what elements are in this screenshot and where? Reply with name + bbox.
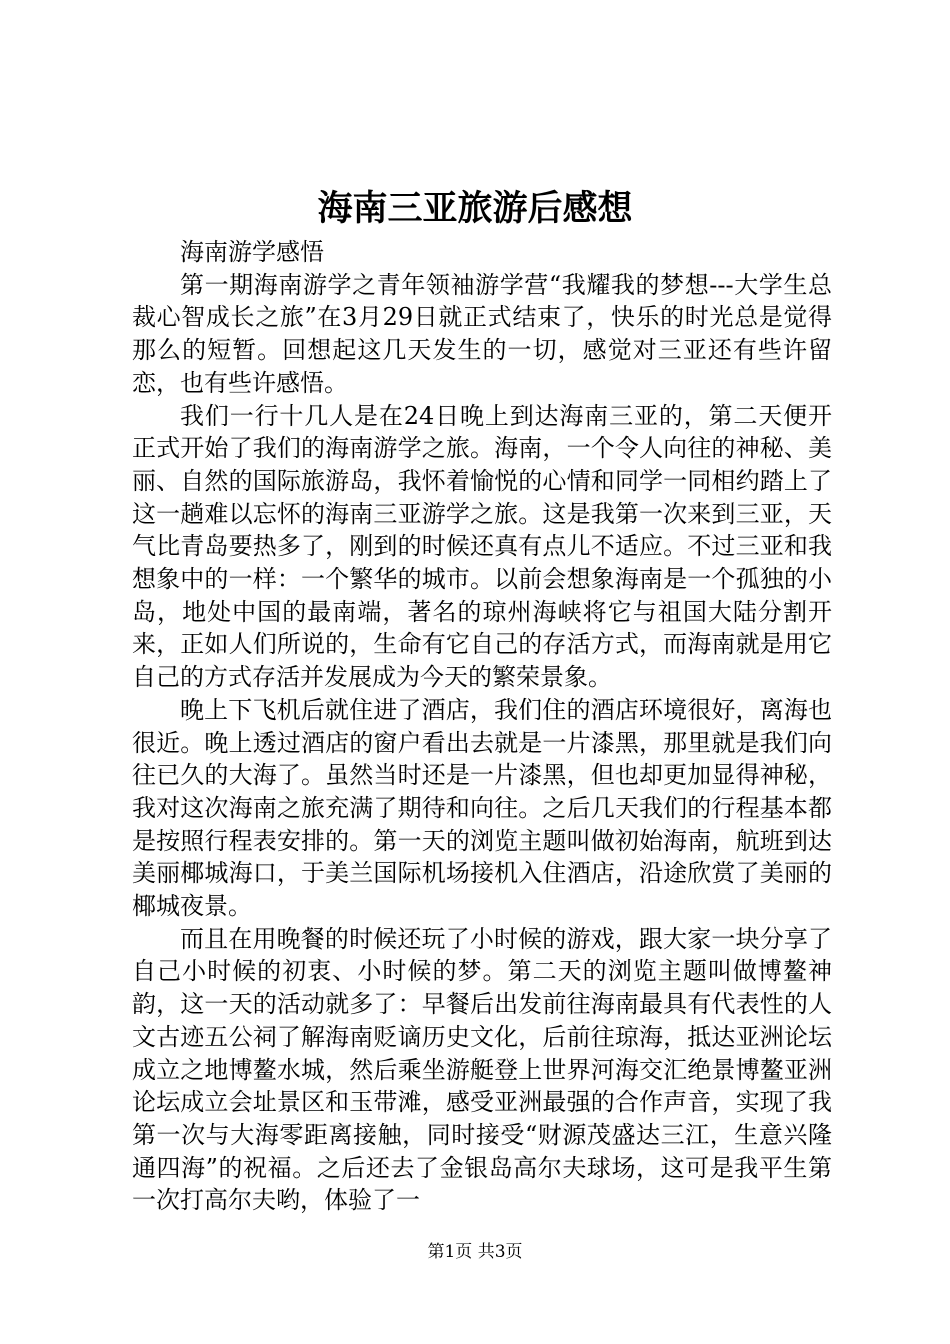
paragraph: 我们一行十几人是在24日晚上到达海南三亚的，第二天便开正式开始了我们的海南游学之旅。海南，一个令人向往的神秘、美丽、自然的国际旅游岛，我怀着愉悦的心情和同学一同相约踏上了这一趟难以忘怀的海南三亚游学之旅。这是我第一次来到三亚，天气比青岛要热多了，刚到的时候还真有点儿不适应。不过三亚和我想象中的一样：一个繁华的城市。以前会想象海南是一个孤独的小岛，地处中国的最南端，著名的琼州海峡将它与祖国大陆分割开来，正如人们所说的，生命有它自己的存活方式，而海南就是用它自己的方式存活并发展成为今天的繁荣景象。 [132,401,832,692]
paragraph: 晚上下飞机后就住进了酒店，我们住的酒店环境很好，离海也很近。晚上透过酒店的窗户看出去就是一片漆黑，那里就是我们向往已久的大海了。虽然当时还是一片漆黑，但也却更加显得神秘，我对这次海南之旅充满了期待和向往。之后几天我们的行程基本都是按照行程表安排的。第一天的浏览主题叫做初始海南，航班到达美丽椰城海口，于美兰国际机场接机入住酒店，沿途欣赏了美丽的椰城夜景。 [132,695,832,921]
paragraph-subtitle: 海南游学感悟 [180,238,324,266]
paragraph: 而且在用晚餐的时候还玩了小时候的游戏，跟大家一块分享了自己小时候的初衷、小时候的梦。第二天的浏览主题叫做博鳌神韵，这一天的活动就多了：早餐后出发前往海南最具有代表性的人文古迹五公祠了解海南贬谪历史文化，后前往琼海，抵达亚洲论坛成立之地博鳌水城，然后乘坐游艇登上世界河海交汇绝景博鳌亚洲论坛成立会址景区和玉带滩，感受亚洲最强的合作声音，实现了我第一次与大海零距离接触，同时接受“财源茂盛达三江，生意兴隆通四海”的祝福。之后还去了金银岛高尔夫球场，这可是我平生第一次打高尔夫哟，体验了一 [132,924,832,1215]
page-number-footer: 第1页 共3页 [427,1242,523,1262]
document-title: 海南三亚旅游后感想 [317,188,633,229]
paragraph: 第一期海南游学之青年领袖游学营“我耀我的梦想---大学生总裁心智成长之旅”在3月29日就正式结束了，快乐的时光总是觉得那么的短暂。回想起这几天发生的一切，感觉对三亚还有些许留恋，也有些许感悟。 [132,270,832,397]
document-body [132,236,832,1217]
